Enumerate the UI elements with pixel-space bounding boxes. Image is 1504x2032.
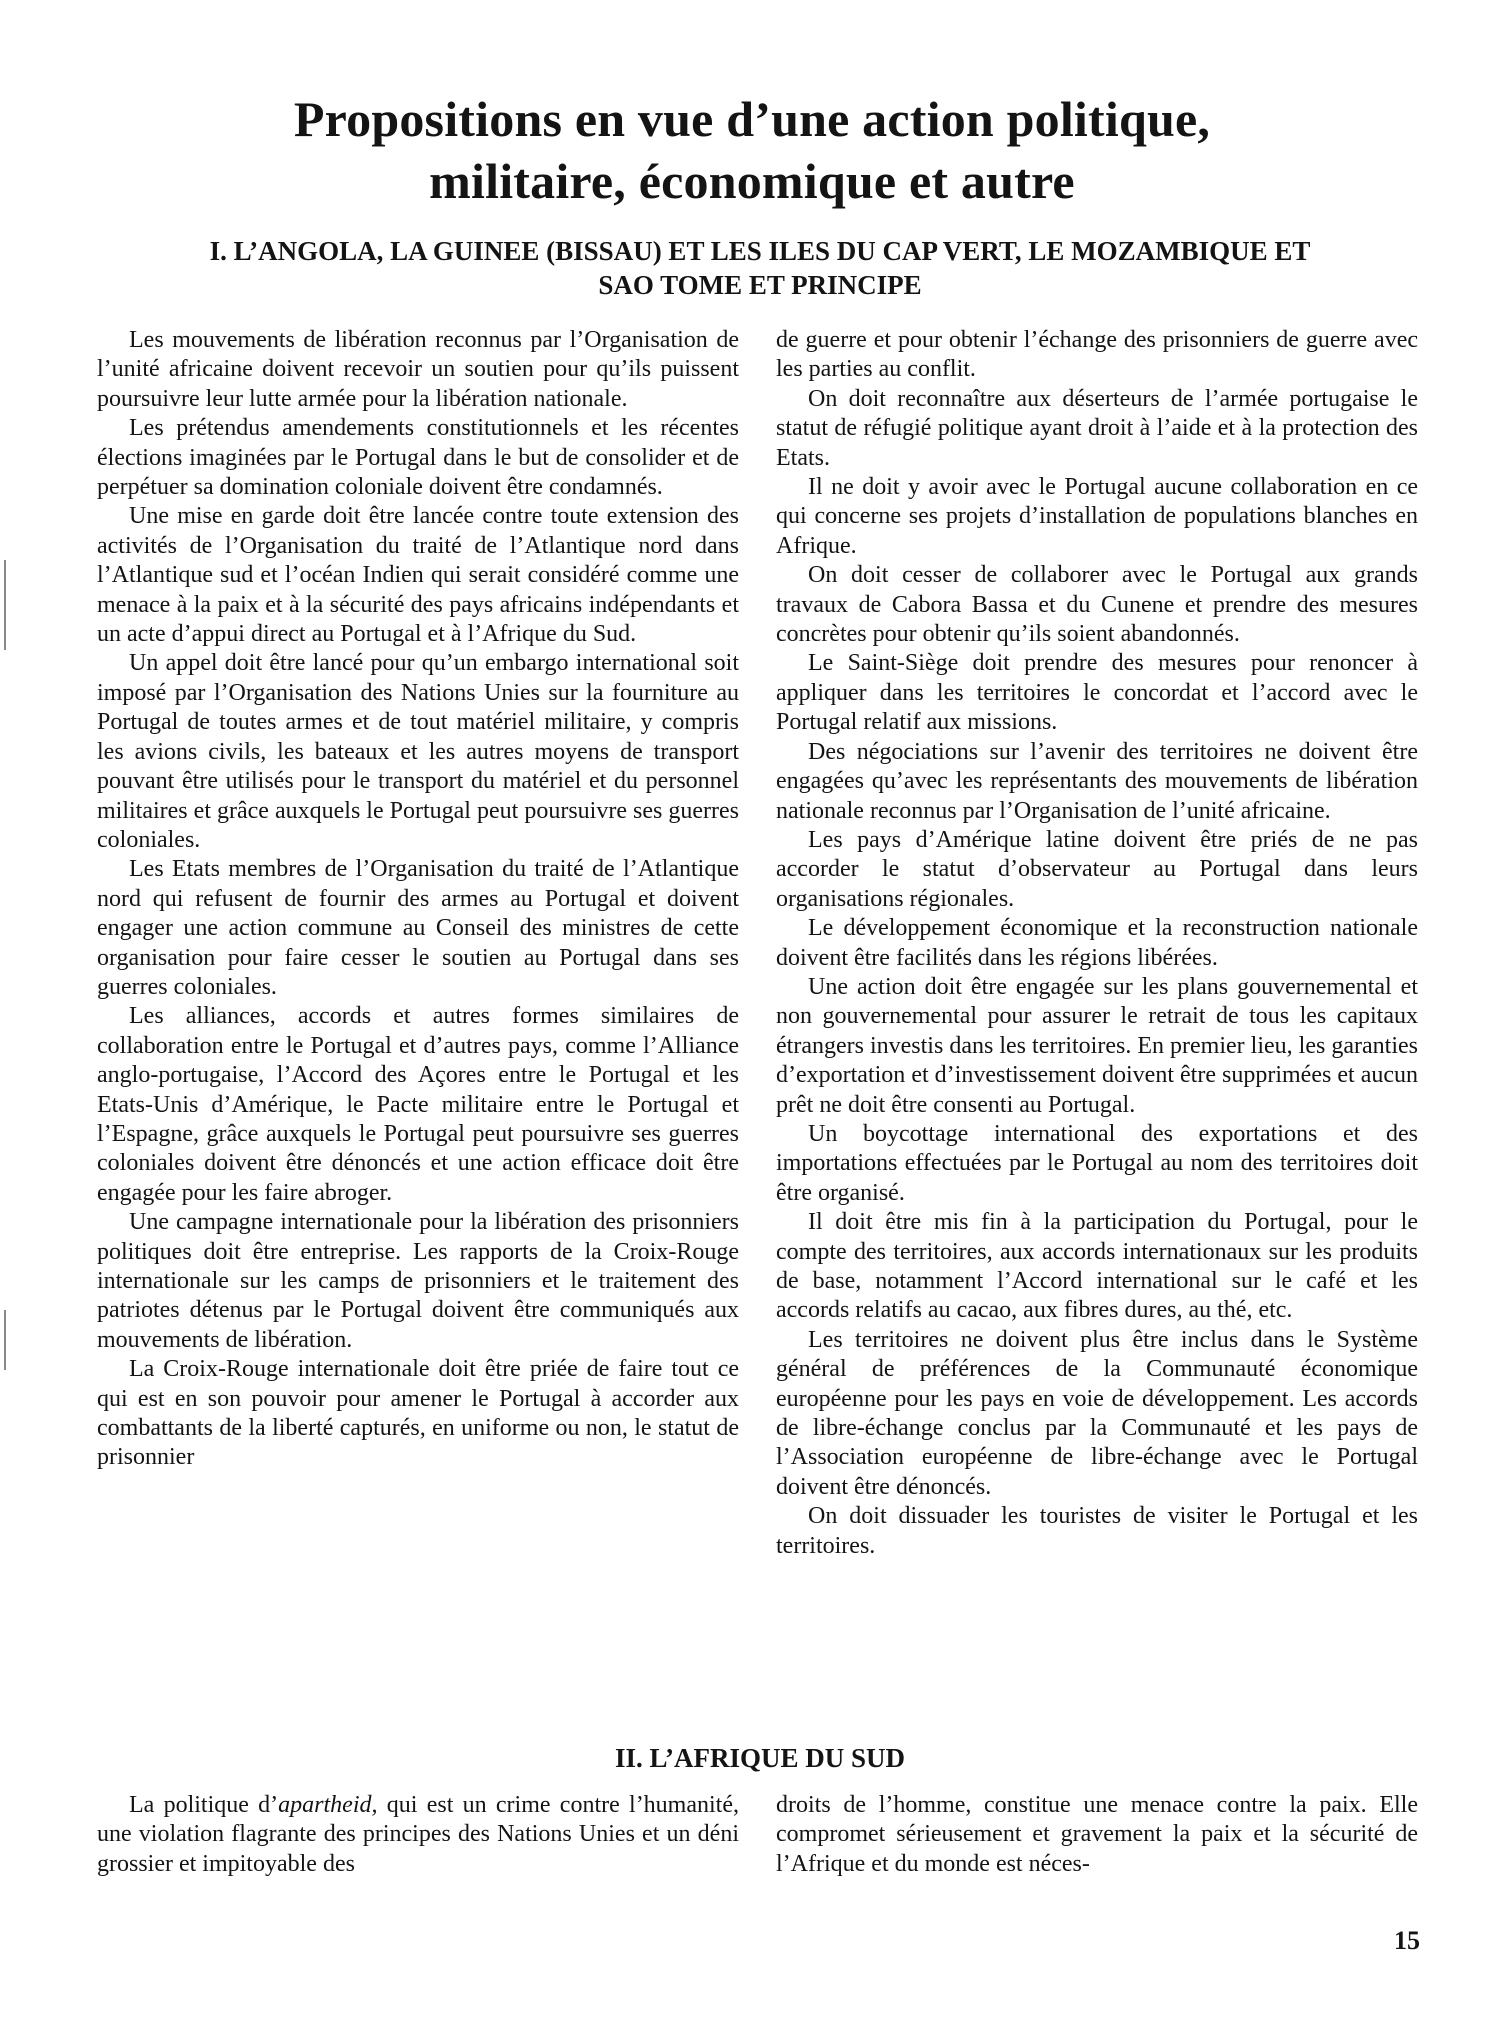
paragraph-continuation: de guerre et pour obtenir l’échange des prisonniers de guerre avec les parties au conflit. xyxy=(776,327,1418,383)
paragraph: Les pays d’Amérique latine doivent être priés de ne pas accorder le statut d’observateur au Portugal dans leurs organisations régionales. xyxy=(776,826,1418,912)
paragraph: On doit cesser de collaborer avec le Portugal aux grands travaux de Cabora Bassa et du Cunene et prendre des mesures concrètes pour obtenir qu’ils soient abandonnés. xyxy=(776,562,1418,648)
paragraph: Les territoires ne doivent plus être inclus dans le Système général de préférences de la Communauté économique européenne pour les pays en voie de développement. Les accords de libre-échange conclus par la Communauté et les pays de l’Association européenne de libre-échange avec le Portugal doivent être dénoncés. xyxy=(776,1326,1418,1500)
paragraph: Il doit être mis fin à la participation du Portugal, pour le compte des territoires, aux accords internationaux sur les produits de base, notamment l’Accord international sur le café et les accords relatifs au cacao, aux fibres dures, au thé, etc. xyxy=(776,1209,1418,1324)
scan-edge-mark xyxy=(4,560,6,650)
paragraph: On doit reconnaître aux déserteurs de l’armée portugaise le statut de réfugié politique ayant droit à l’aide et à la protection des Etats. xyxy=(776,385,1418,471)
title-line-2: militaire, économique et autre xyxy=(429,153,1075,209)
paragraph: Une campagne internationale pour la libération des prisonniers politiques doit être entreprise. Les rapports de la Croix-Rouge internationale sur les camps de prisonniers et le traitement des patriotes détenus par le Portugal doivent être communiqués aux mouvements de libération. xyxy=(97,1209,739,1353)
section-1-heading-line-1: I. L’ANGOLA, LA GUINEE (BISSAU) ET LES ILES DU CAP VERT, LE MOZAMBIQUE ET xyxy=(209,236,1311,266)
paragraph: Les Etats membres de l’Organisation du traité de l’Atlantique nord qui refusent de fournir des armes au Portugal et doivent engager une action commune au Conseil des ministres de cette organisation pour faire cesser le soutien au Portugal dans ses guerres coloniales. xyxy=(97,856,739,1000)
paragraph xyxy=(97,1791,739,1879)
scan-edge-mark xyxy=(4,1310,6,1370)
paragraph: Il ne doit y avoir avec le Portugal aucune collaboration en ce qui concerne ses projets d’installation de populations blanches en Afrique. xyxy=(776,474,1418,559)
paragraph: Des négociations sur l’avenir des territoires ne doivent être engagées qu’avec les représentants des mouvements de libération nationale reconnus par l’Organisation de l’unité africaine. xyxy=(776,738,1418,824)
paragraph-text: La politique d’ xyxy=(129,1792,279,1818)
paragraph-text: qui est un crime contre l’humanité, une violation flagrante des principes des Nations Unies et un déni grossier et impitoyable des xyxy=(97,1792,739,1877)
section-1-heading xyxy=(100,234,1420,302)
paragraph: Les mouvements de libération reconnus par l’Organisation de l’unité africaine doivent recevoir un soutien pour qu’ils puissent poursuivre leur lutte armée pour la libération nationale. xyxy=(97,327,739,412)
paragraph: Une action doit être engagée sur les plans gouvernemental et non gouvernemental pour assurer le retrait de tous les capitaux étrangers investis dans les territoires. En premier lieu, les garanties d’exportation et d’investissement doivent être supprimées et aucun prêt ne doit être consenti au Portugal. xyxy=(776,973,1418,1118)
paragraph: Le développement économique et la reconstruction nationale doivent être facilités dans les régions libérées. xyxy=(776,915,1418,971)
paragraph: Un boycottage international des exportations et des importations effectuées par le Portugal au nom des territoires doit être organisé. xyxy=(776,1120,1418,1206)
paragraph: Un appel doit être lancé pour qu’un embargo international soit imposé par l’Organisation des Nations Unies sur la fourniture au Portugal de toutes armes et de tout matériel militaire, y compris les avions civils, les bateaux et les autres moyens de transport pouvant être utilisés pour le transport du matériel et du personnel militaires et grâce auxquels le Portugal peut poursuivre ses guerres coloniales. xyxy=(97,650,739,853)
italic-term: apartheid, xyxy=(278,1792,378,1818)
paragraph: Les prétendus amendements constitutionnels et les récentes élections imaginées par le Portugal dans le but de consolider et de perpétuer sa domination coloniale doivent être condamnés. xyxy=(97,415,739,501)
paragraph-continuation: droits de l’homme, constitue une menace contre la paix. Elle compromet sérieusement et gravement la paix et la sécurité de l’Afrique et du monde est néces- xyxy=(776,1792,1418,1877)
paragraph: Les alliances, accords et autres formes similaires de collaboration entre le Portugal et d’autres pays, comme l’Alliance anglo-portugaise, l’Accord des Açores entre le Portugal et les Etats-Unis d’Amérique, le Pacte militaire entre le Portugal et l’Espagne, grâce auxquels le Portugal peut poursuivre ses guerres coloniales doivent être dénoncés et une action efficace doit être engagée pour les faire abroger. xyxy=(97,1003,739,1206)
section-2-left-column xyxy=(97,1791,739,1879)
section-2-right-column xyxy=(776,1791,1418,1879)
page-number: 15 xyxy=(1394,1926,1420,1955)
section-1-right-column xyxy=(776,326,1418,1561)
section-1-heading-line-2: SAO TOME ET PRINCIPE xyxy=(598,270,922,300)
paragraph: Le Saint-Siège doit prendre des mesures pour renoncer à appliquer dans les territoires le concordat et l’accord avec le Portugal relatif aux missions. xyxy=(776,650,1418,736)
title-line-1: Propositions en vue d’une action politique, xyxy=(293,91,1211,147)
page-title xyxy=(0,88,1504,212)
paragraph: Une mise en garde doit être lancée contre toute extension des activités de l’Organisation du traité de l’Atlantique nord dans l’Atlantique sud et l’océan Indien qui serait considéré comme une menace à la paix et à la sécurité des pays africains indépendants et un acte d’appui direct au Portugal et à l’Afrique du Sud. xyxy=(97,503,739,648)
paragraph: La Croix-Rouge internationale doit être priée de faire tout ce qui est en son pouvoir pour amener le Portugal à accorder aux combattants de la liberté capturés, en uniforme ou non, le statut de prisonnier xyxy=(97,1356,739,1471)
paragraph: On doit dissuader les touristes de visiter le Portugal et les territoires. xyxy=(776,1503,1418,1559)
section-2-heading xyxy=(100,1741,1420,1775)
section-1-left-column xyxy=(97,326,739,1473)
section-2-heading-text: II. L’AFRIQUE DU SUD xyxy=(614,1743,906,1773)
